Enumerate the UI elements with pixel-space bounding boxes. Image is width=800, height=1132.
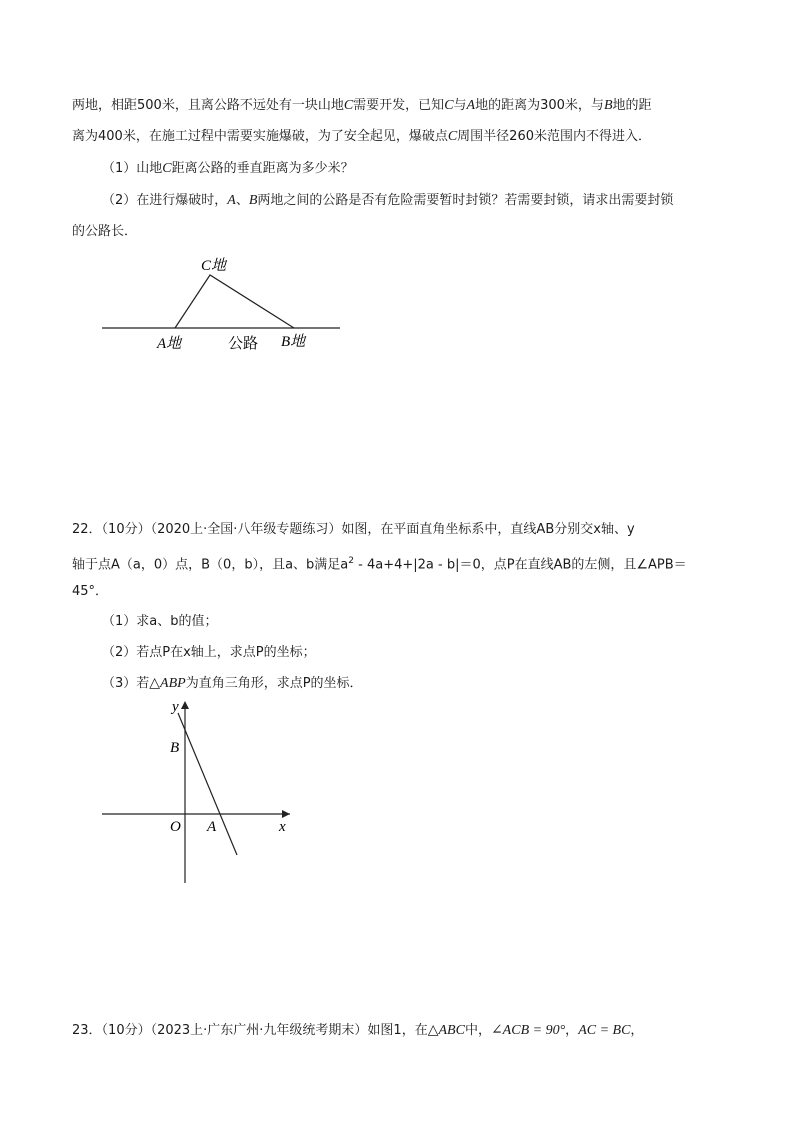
q23-text-line-1: 23．（10分）（2023上·广东广州·九年级统考期末）如图1，在△ABC中，∠ACB = 90°，AC = BC， <box>72 1023 644 1038</box>
label-road: 公路 <box>228 336 259 352</box>
label-c: C地 <box>201 258 227 274</box>
q22-subquestion-2: （2）若点P在x轴上，求点P的坐标； <box>102 645 316 660</box>
q21-text-line-2: 离为400米，在施工过程中需要实施爆破，为了安全起见，爆破点C周围半径260米范围内不得进入． <box>72 129 651 144</box>
x-axis-arrow <box>282 810 290 818</box>
label-a: A <box>207 819 217 835</box>
label-o: O <box>170 819 181 835</box>
label-y: y <box>172 699 179 715</box>
q22-text-line-3: 45°． <box>72 584 109 599</box>
q22-figure <box>95 695 305 887</box>
q22-subquestion-1: （1）求a、b的值； <box>102 614 218 629</box>
q22-text-line-2: 轴于点A（a，0）点，B（0，b），且a、b满足$a^2 - 4a+4+|2a - b|=0$，点P在直线AB的左侧，且∠APB＝ <box>72 556 687 573</box>
label-x: x <box>279 819 286 835</box>
y-axis-arrow <box>181 701 189 709</box>
label-b: B地 <box>281 334 306 350</box>
q21-subquestion-2: （2）在进行爆破时，A、B两地之间的公路是否有危险需要暂时封锁？若需要封锁，请求出需要封锁 <box>102 193 674 208</box>
q21-subquestion-2-cont: 的公路长． <box>72 224 138 239</box>
label-b: B <box>170 740 180 756</box>
q22-subquestion-3: （3）若△ABP为直角三角形，求点P的坐标． <box>102 676 363 691</box>
q21-text-line-1: 两地，相距500米，且离公路不远处有一块山地C需要开发，已知C与A地的距离为300米，与B地的距 <box>72 98 652 113</box>
triangle-abc <box>175 275 294 328</box>
q21-figure <box>95 252 355 357</box>
label-a: A地 <box>157 336 182 352</box>
q21-subquestion-1: （1）山地C距离公路的垂直距离为多少米？ <box>102 161 354 176</box>
q22-text-line-1: 22．（10分）（2020上·全国·八年级专题练习）如图，在平面直角坐标系中，直线AB分别交x轴、y <box>72 522 635 537</box>
